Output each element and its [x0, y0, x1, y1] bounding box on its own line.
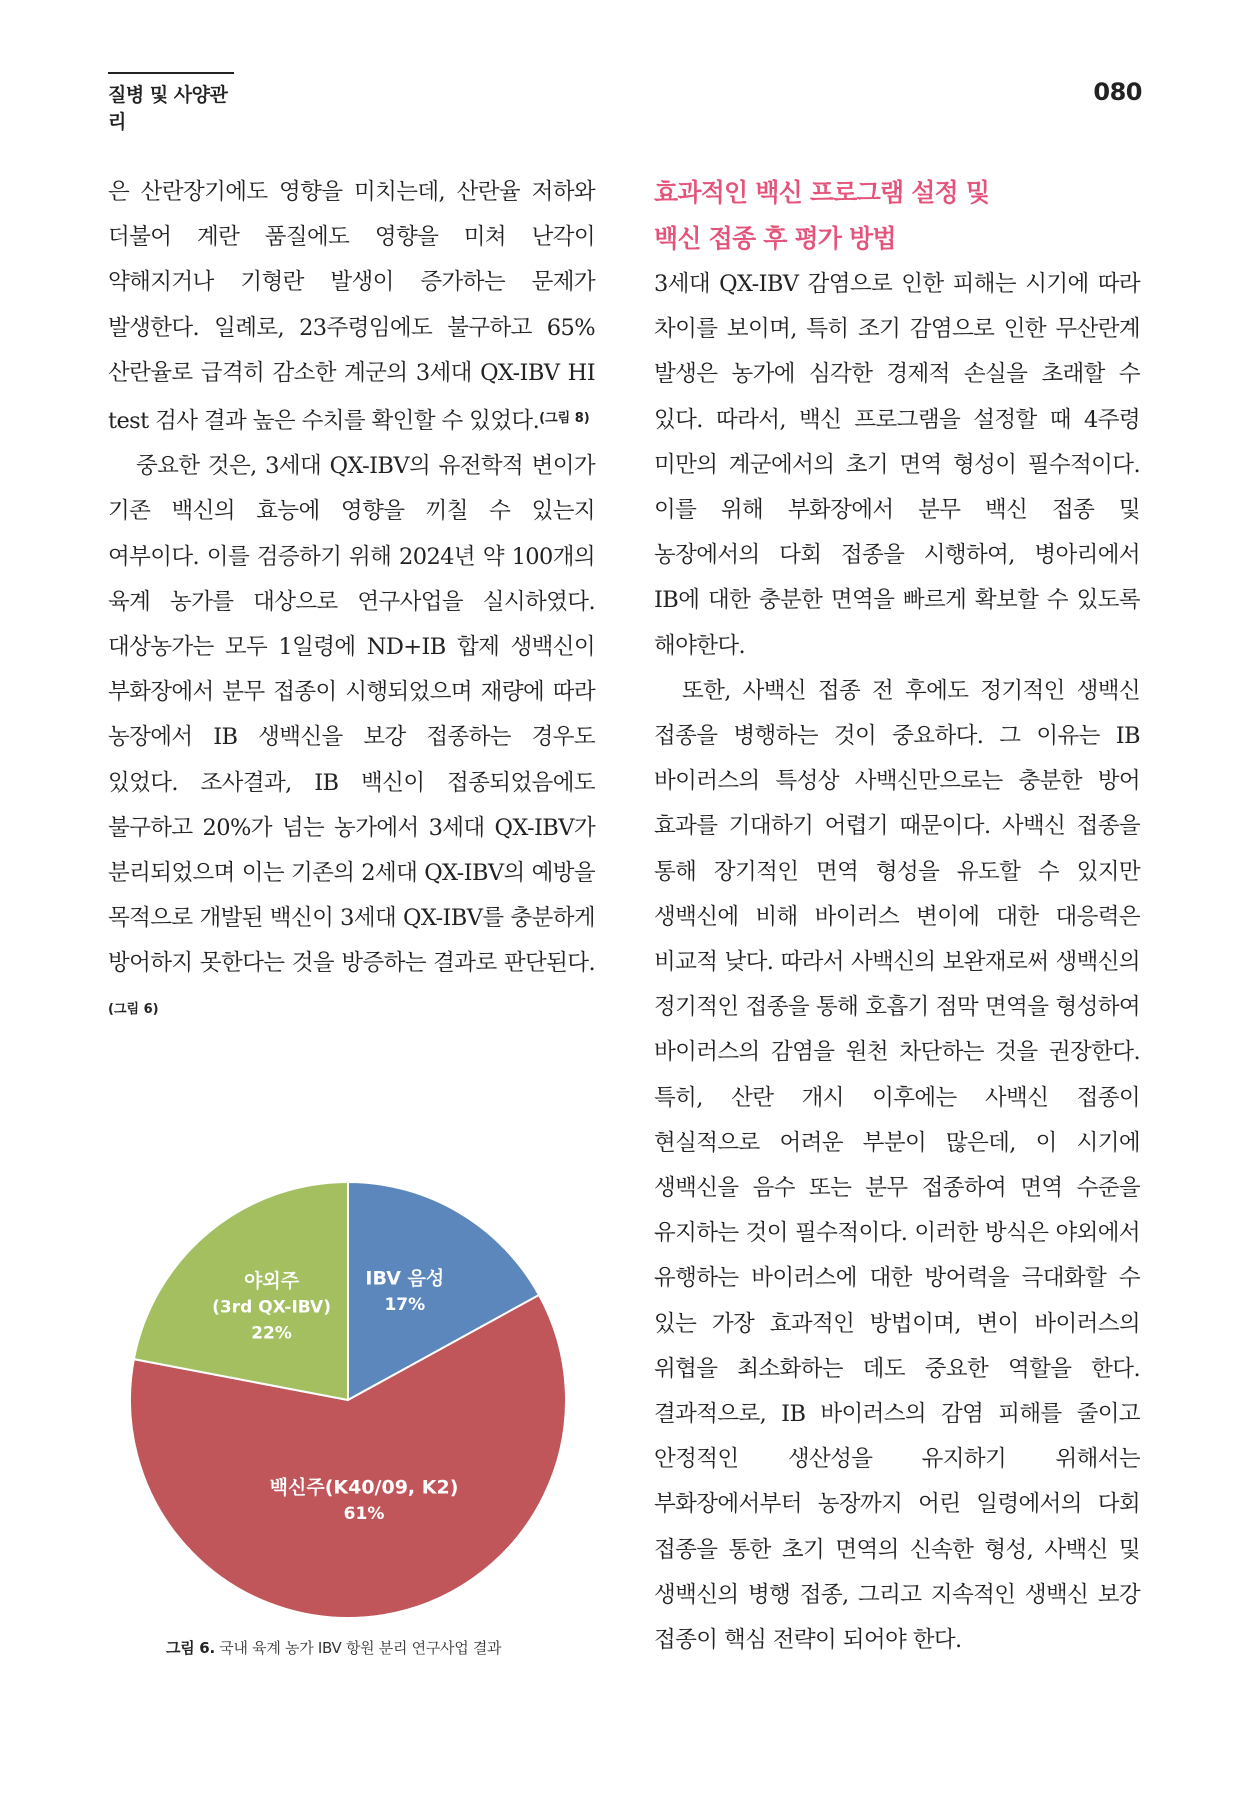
- slice-name-label: 백신주(K40/09, K2): [269, 1476, 459, 1499]
- figure-caption-label: 그림 6.: [166, 1639, 215, 1657]
- pie-chart-svg: [118, 1170, 578, 1630]
- slice-value-label: 61%: [343, 1504, 385, 1525]
- figure-caption-text: 국내 육계 농가 IBV 항원 분리 연구사업 결과: [214, 1639, 502, 1657]
- figure-reference: (그림 8): [539, 411, 590, 427]
- left-column: [108, 170, 595, 1035]
- section-heading: [654, 170, 1140, 262]
- figure-caption: [166, 1637, 501, 1658]
- section-title: 질병 및 사양관리: [108, 72, 234, 134]
- slice-name-label: IBV 음성: [365, 1267, 445, 1290]
- slice-value-label: 17%: [384, 1294, 426, 1315]
- left-paragraph-2-text: 중요한 것은, 3세대 QX-IBV의 유전학적 변이가 기존 백신의 효능에 영향을 끼칠 수 있는지 여부이다. 이를 검증하기 위해 2024년 약 100개의 육계 농가를 대상으로 연구사업을 실시하였다. 대상농가는 모두 1일령에 ND+IB 합제 생백신이 부화장에서 분무 접종이 시행되었으며 재량에 따라 농장에서 IB 생백신을 보강 접종하는 경우도 있었다. 조사결과, IB 백신이 접종되었음에도 불구하고 20%가 넘는 농가에서 3세대 QX-IBV가 분리되었으며 이는 기존의 2세대 QX-IBV의 예방을 목적으로 개발된 백신이 3세대 QX-IBV를 충분하게 방어하지 못한다는 것을 방증하는 결과로 판단된다.: [108, 453, 595, 977]
- left-paragraph-1: [108, 170, 595, 444]
- left-paragraph-1-text: 은 산란장기에도 영향을 미치는데, 산란율 저하와 더불어 계란 품질에도 영향을 미쳐 난각이 약해지거나 기형란 발생이 증가하는 문제가 발생한다. 일례로, 23주령임에도 불구하고 65% 산란율로 급격히 감소한 계군의 3세대 QX-IBV HI test 검사 결과 높은 수치를 확인할 수 있었다.: [108, 179, 595, 435]
- section-heading-line-2: 백신 접종 후 평가 방법: [654, 224, 896, 253]
- right-column: [654, 262, 1140, 1663]
- right-paragraph-1: 3세대 QX-IBV 감염으로 인한 피해는 시기에 따라 차이를 보이며, 특히 조기 감염으로 인한 무산란계 발생은 농가에 심각한 경제적 손실을 초래할 수 있다. 따라서, 백신 프로그램을 설정할 때 4주령 미만의 계군에서의 초기 면역 형성이 필수적이다. 이를 위해 부화장에서 분무 백신 접종 및 농장에서의 다회 접종을 시행하여, 병아리에서 IB에 대한 충분한 면역을 빠르게 확보할 수 있도록 해야한다.: [654, 271, 1140, 659]
- page-number: 080: [1093, 78, 1142, 106]
- figure-reference: (그림 6): [108, 1001, 159, 1017]
- section-heading-line-1: 효과적인 백신 프로그램 설정 및: [654, 178, 990, 207]
- slice-sub-label: (3rd QX-IBV): [212, 1297, 331, 1318]
- slice-name-label: 야외주: [244, 1270, 300, 1293]
- left-paragraph-2: [108, 444, 595, 1035]
- pie-chart: [118, 1170, 578, 1630]
- right-paragraph-2: 또한, 사백신 접종 전 후에도 정기적인 생백신 접종을 병행하는 것이 중요하다. 그 이유는 IB 바이러스의 특성상 사백신만으로는 충분한 방어 효과를 기대하기 어렵기 때문이다. 사백신 접종을 통해 장기적인 면역 형성을 유도할 수 있지만 생백신에 비해 바이러스 변이에 대한 대응력은 비교적 낮다. 따라서 사백신의 보완재로써 생백신의 정기적인 접종을 통해 호흡기 점막 면역을 형성하여 바이러스의 감염을 원천 차단하는 것을 권장한다. 특히, 산란 개시 이후에는 사백신 접종이 현실적으로 어려운 부분이 많은데, 이 시기에 생백신을 음수 또는 분무 접종하여 면역 수준을 유지하는 것이 필수적이다. 이러한 방식은 야외에서 유행하는 바이러스에 대한 방어력을 극대화할 수 있는 가장 효과적인 방법이며, 변이 바이러스의 위협을 최소화하는 데도 중요한 역할을 한다. 결과적으로, IB 바이러스의 감염 피해를 줄이고 안정적인 생산성을 유지하기 위해서는 부화장에서부터 농장까지 어린 일령에서의 다회 접종을 통한 초기 면역의 신속한 형성, 사백신 및 생백신의 병행 접종, 그리고 지속적인 생백신 보강 접종이 핵심 전략이 되어야 한다.: [654, 677, 1140, 1654]
- slice-value-label: 22%: [251, 1323, 292, 1344]
